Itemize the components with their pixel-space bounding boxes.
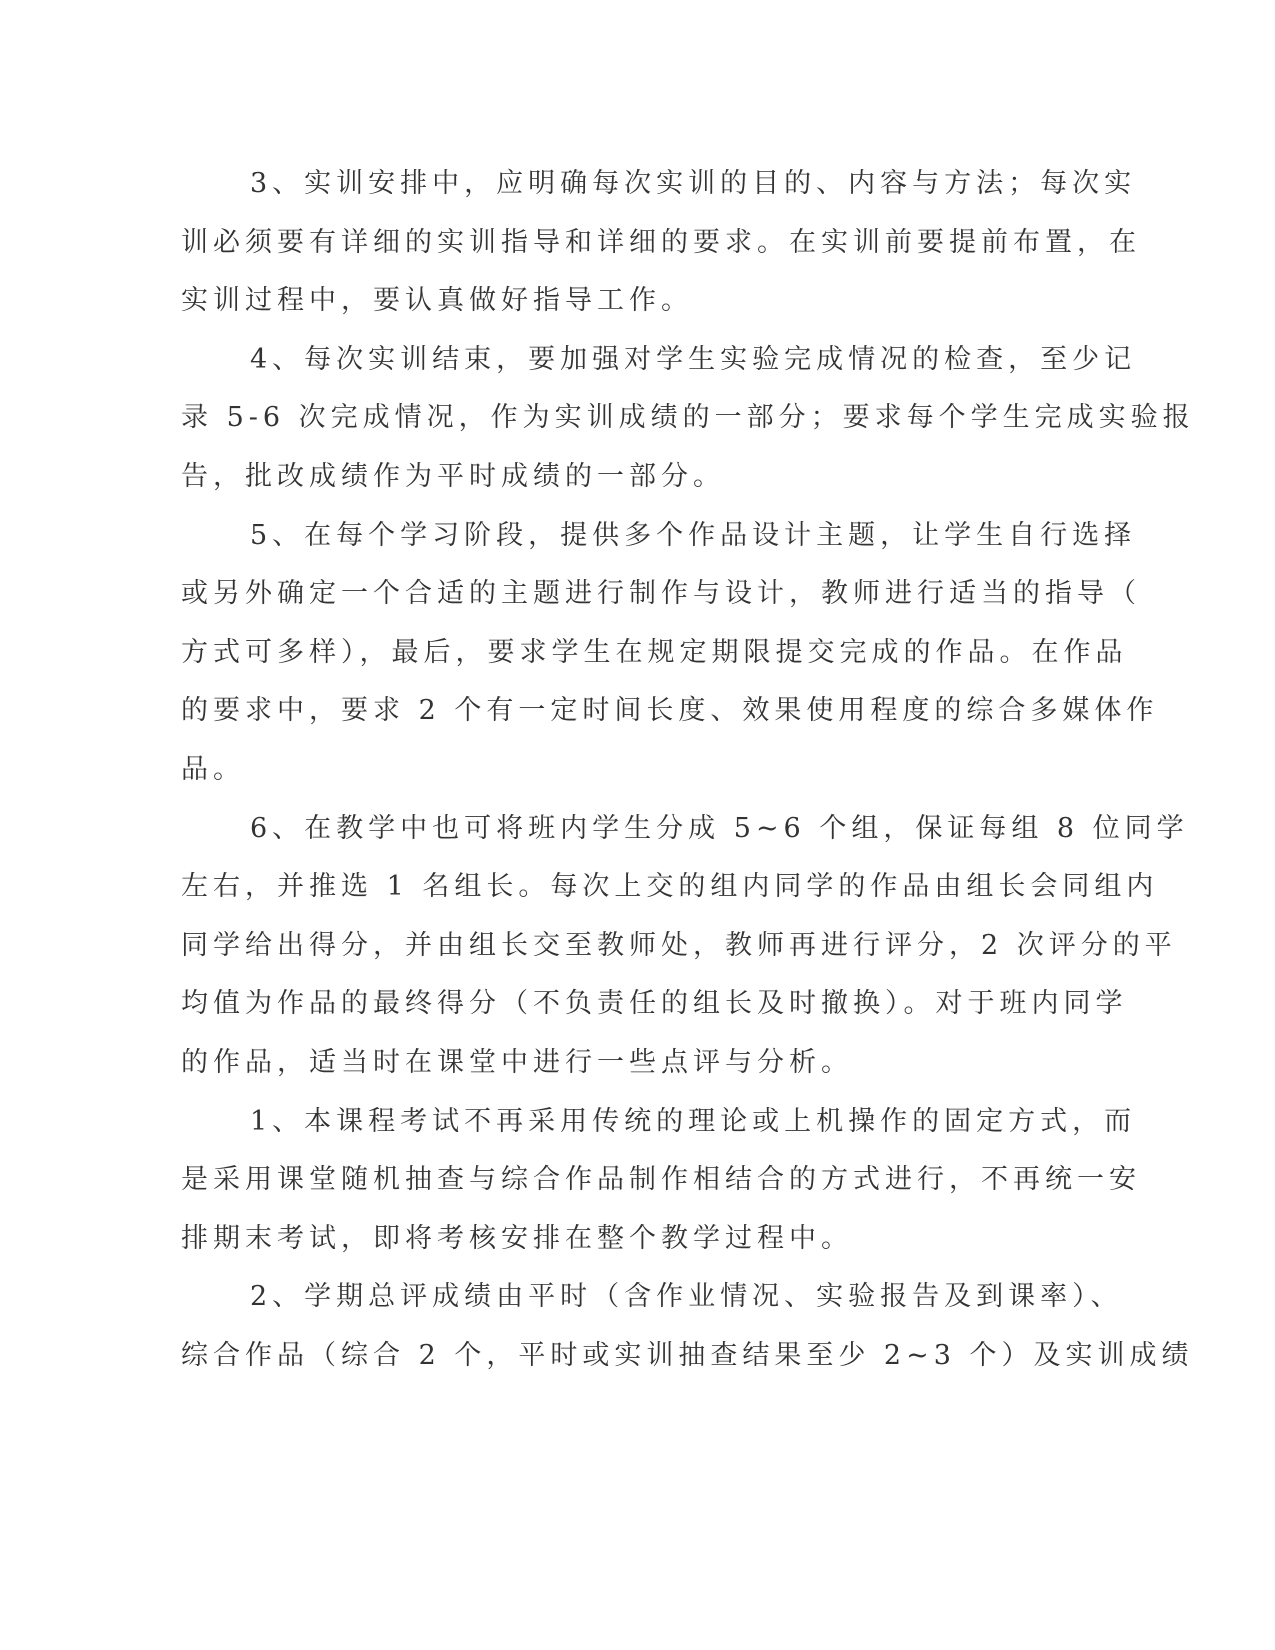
paragraph-line: 的作品，适当时在课堂中进行一些点评与分析。	[181, 1046, 853, 1078]
paragraph-item-5	[181, 507, 1159, 800]
paragraph-line: 3、实训安排中，应明确每次实训的目的、内容与方法；每次实	[250, 168, 1137, 199]
paragraph-line: 告，批改成绩作为平时成绩的一部分。	[181, 460, 725, 492]
paragraph-line: 实训过程中，要认真做好指导工作。	[181, 285, 693, 317]
paragraph-line: 录 5-6 次完成情况，作为实训成绩的一部分；要求每个学生完成实验报	[181, 402, 1195, 434]
paragraph-exam-2	[181, 1268, 1194, 1385]
paragraph-item-4	[181, 331, 1195, 507]
paragraph-line: 品。	[181, 753, 245, 785]
document-body	[181, 155, 1195, 1385]
paragraph-line: 4、每次实训结束，要加强对学生实验完成情况的检查，至少记	[250, 343, 1137, 375]
paragraph-line: 或另外确定一个合适的主题进行制作与设计，教师进行适当的指导（	[181, 578, 1141, 610]
paragraph-line: 左右，并推选 1 名组长。每次上交的组内同学的作品由组长会同组内	[181, 871, 1159, 903]
paragraph-line: 5、在每个学习阶段，提供多个作品设计主题，让学生自行选择	[250, 519, 1137, 551]
paragraph-line: 是采用课堂随机抽查与综合作品制作相结合的方式进行，不再统一安	[181, 1164, 1141, 1196]
paragraph-line: 6、在教学中也可将班内学生分成 5~6 个组，保证每组 8 位同学	[250, 812, 1189, 844]
paragraph-line: 排期末考试，即将考核安排在整个教学过程中。	[181, 1222, 853, 1254]
paragraph-line: 综合作品（综合 2 个，平时或实训抽查结果至少 2~3 个）及实训成绩	[181, 1339, 1194, 1371]
paragraph-line: 同学给出得分，并由组长交至教师处，教师再进行评分，2 次评分的平	[181, 929, 1177, 961]
paragraph-exam-1	[181, 1093, 1141, 1269]
paragraph-item-6	[181, 800, 1189, 1093]
paragraph-line: 的要求中，要求 2 个有一定时间长度、效果使用程度的综合多媒体作	[181, 695, 1159, 727]
paragraph-line: 均值为作品的最终得分（不负责任的组长及时撤换）。对于班内同学	[181, 988, 1128, 1020]
paragraph-line: 2、学期总评成绩由平时（含作业情况、实验报告及到课率）、	[250, 1281, 1123, 1313]
paragraph-line: 训必须要有详细的实训指导和详细的要求。在实训前要提前布置，在	[181, 226, 1141, 258]
paragraph-line: 1、本课程考试不再采用传统的理论或上机操作的固定方式，而	[250, 1105, 1137, 1137]
paragraph-item-3	[181, 155, 1141, 331]
paragraph-line: 方式可多样），最后，要求学生在规定期限提交完成的作品。在作品	[181, 636, 1128, 668]
